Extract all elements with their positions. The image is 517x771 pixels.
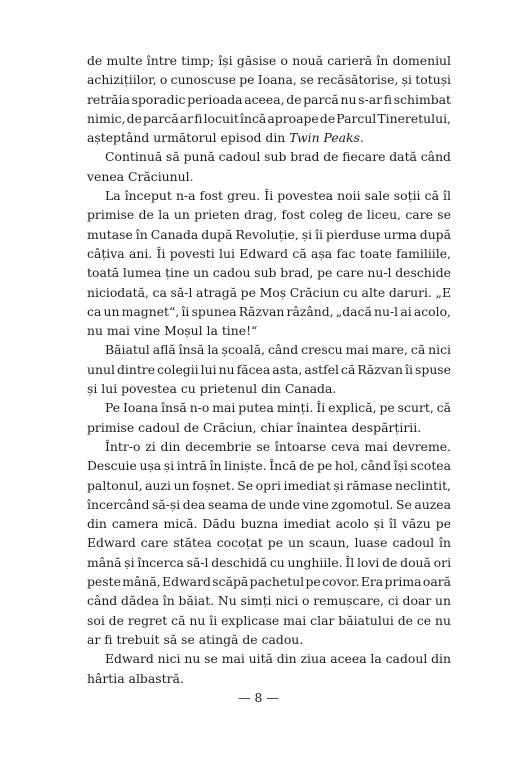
text-line: primise cadoul de Crăciun, chiar înaintea despărțirii. [87, 419, 422, 435]
text-line: soi de regret că nu îi explicase mai clar băiatului de ce nu [87, 612, 452, 628]
text-line: și lui povestea cu prietenul din Canada. [87, 381, 337, 397]
text-line: de multe între timp; își găsise o nouă carieră în domeniul [87, 53, 451, 68]
text-line [87, 128, 451, 147]
text-line: când dădea în băiat. Nu simți nici o remușcare, ci doar un [87, 593, 451, 609]
text-line: achizițiilor, o cunoscuse pe Ioana, se recăsătorise, și totuși [87, 72, 452, 88]
text-line: nu mai vine Moșul la tine!“ [87, 323, 258, 339]
text-line: peste mână, Edward scăpă pachetul pe covor. Era prima oară [87, 574, 452, 590]
body-text [87, 51, 451, 688]
text-line: mutase în Canada după Revoluție, și îi pierduse urma după [87, 226, 451, 242]
text-line: câțiva ani. Îi povesti lui Edward că așa fac toate familiile, [87, 245, 451, 261]
text-line: venea Crăciunul. [87, 168, 194, 184]
text-line: ca un magnet“, îi spunea Răzvan râzând, „dacă nu-l ai acolo, [87, 303, 451, 319]
text-line: încercând să-și dea seama de unde vine zgomotul. Se auzea [87, 496, 451, 512]
italic-title: Twin Peaks [289, 130, 360, 146]
text-line: Descuie ușa și intră în liniște. Încă de pe hol, când își scotea [87, 458, 452, 474]
text-line: Băiatul află însă la școală, când crescu mai mare, că nici [105, 342, 451, 358]
text-line: Pe Ioana însă n-o mai putea minți. Îi explică, pe scurt, că [105, 400, 452, 416]
text-line: retrăia sporadic perioada aceea, de parcă nu s-ar fi schimbat [87, 91, 452, 107]
text-line: La început n-a fost greu. Îi povestea noii sale soții că îl [105, 188, 451, 204]
text-line: toată lumea ține un cadou sub brad, pe care nu-l deschide [87, 265, 452, 281]
text-line: din camera mică. Dădu buzna imediat acolo și îl văzu pe [87, 516, 451, 532]
text-line: Continuă să pună cadoul sub brad de fiecare dată când [105, 149, 451, 165]
text-line: niciodată, ca să-l atragă pe Moș Crăciun cu alte daruri. „E [87, 284, 451, 300]
text-line: hârtia albastră. [87, 670, 184, 686]
text-line: primise de la un prieten drag, fost coleg de liceu, care se [87, 207, 451, 223]
text-line: unul dintre colegii lui nu făcea asta, astfel că Răzvan îi spuse [87, 361, 451, 377]
text-line: Edward care stătea cocoțat pe un scaun, luase cadoul în [87, 535, 451, 551]
page-number: — 8 — [238, 690, 279, 705]
text-line: Edward nici nu se mai uită din ziua aceea la cadoul din [105, 651, 451, 667]
text-line: ar fi trebuit să se atingă de cadou. [87, 631, 304, 647]
text-line: paltonul, auzi un foșnet. Se opri imediat și rămase neclintit, [87, 477, 451, 493]
text-segment: așteptând următorul episod din [87, 130, 290, 146]
text-line: Într-o zi din decembrie se întoarse ceva mai devreme. [105, 438, 451, 454]
text-line: nimic, de parcă ar fi locuit încă aproape de Parcul Tineretului, [87, 110, 451, 126]
text-line: mână și încerca să-l deschidă cu unghiile. Îl lovi de două ori [87, 554, 452, 570]
text-segment: . [359, 130, 364, 146]
